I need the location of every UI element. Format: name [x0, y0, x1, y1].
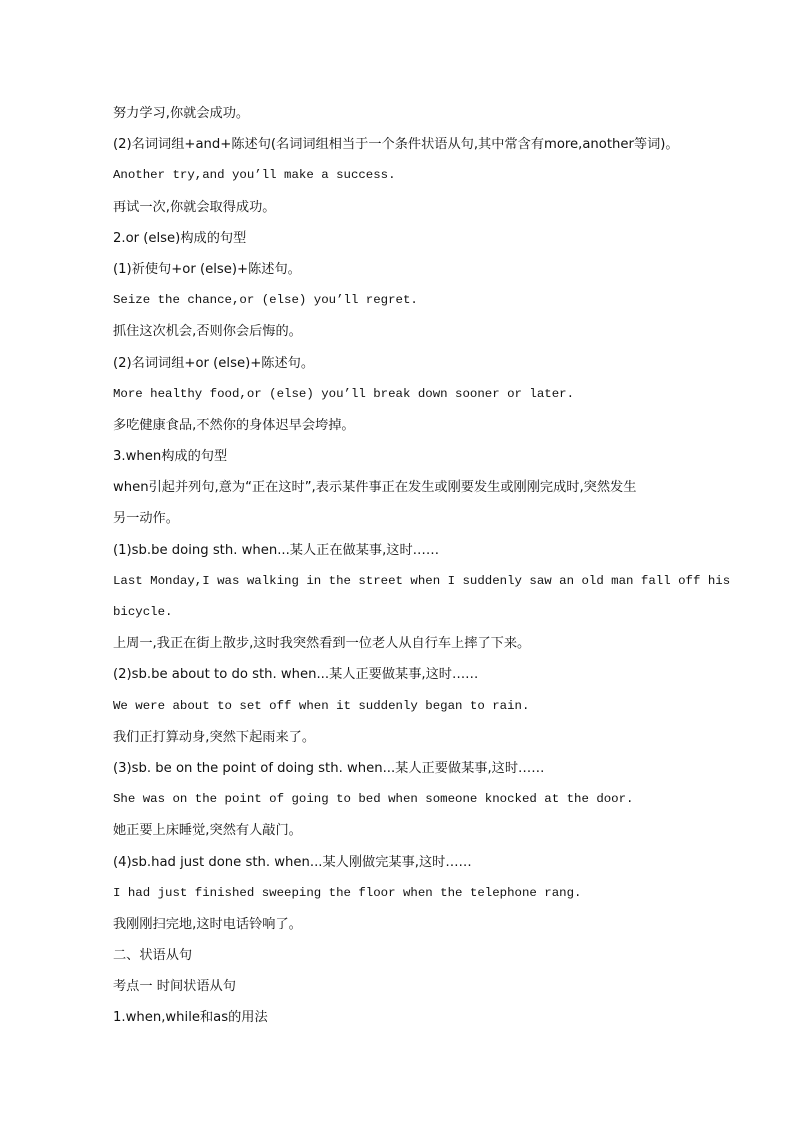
section-heading-adverbial-clauses: 二、状语从句 — [113, 948, 193, 964]
text-line-25: (4)sb.had just done sth. when...某人刚做完某事,这时…… — [113, 854, 472, 870]
text-line-21: 我们正打算动身,突然下起雨来了。 — [113, 729, 316, 745]
text-line-1: 努力学习,你就会成功。 — [113, 106, 250, 121]
section-heading-when: 3.when构成的句型 — [113, 449, 228, 465]
text-line-23: She was on the point of going to bed when someone knocked at the door. — [113, 792, 634, 807]
text-line-17: bicycle. — [113, 605, 173, 619]
text-line-7: Seize the chance,or (else) you’ll regret. — [113, 293, 418, 308]
text-line-14: 另一动作。 — [113, 511, 179, 527]
text-line-4: 再试一次,你就会取得成功。 — [113, 199, 276, 215]
exam-point-heading: 考点一 时间状语从句 — [113, 979, 236, 995]
text-line-3: Another try,and you’ll make a success. — [113, 168, 396, 183]
text-line-8: 抓住这次机会,否则你会后悔的。 — [113, 324, 302, 340]
text-line-16: Last Monday,I was walking in the street when I suddenly saw an old man fall off his — [113, 573, 731, 588]
text-line-13: when引起并列句,意为“正在这时”,表示某件事正在发生或刚要发生或刚刚完成时,突然发生 — [113, 480, 637, 496]
text-line-20: We were about to set off when it suddenly began to rain. — [113, 698, 530, 713]
subheading-when-while-as: 1.when,while和as的用法 — [113, 1010, 268, 1026]
text-line-2: (2)名词词组+and+陈述句(名词词组相当于一个条件状语从句,其中常含有more,another等词)。 — [113, 137, 679, 153]
text-line-19: (2)sb.be about to do sth. when...某人正要做某事,这时…… — [113, 667, 479, 683]
section-heading-or-else: 2.or (else)构成的句型 — [113, 230, 247, 246]
text-line-10: More healthy food,or (else) you’ll break down sooner or later. — [113, 386, 575, 401]
text-line-6: (1)祈使句+or (else)+陈述句。 — [113, 261, 301, 277]
text-line-11: 多吃健康食品,不然你的身体迟早会垮掉。 — [113, 417, 355, 433]
document-body — [113, 98, 731, 1034]
text-line-15: (1)sb.be doing sth. when...某人正在做某事,这时…… — [113, 542, 440, 558]
text-line-27: 我刚刚扫完地,这时电话铃响了。 — [113, 916, 302, 932]
text-line-26: I had just finished sweeping the floor when the telephone rang. — [113, 885, 582, 900]
text-line-22: (3)sb. be on the point of doing sth. when...某人正要做某事,这时…… — [113, 760, 545, 776]
text-line-24: 她正要上床睡觉,突然有人敲门。 — [113, 823, 302, 839]
text-line-9: (2)名词词组+or (else)+陈述句。 — [113, 355, 315, 371]
text-line-18: 上周一,我正在街上散步,这时我突然看到一位老人从自行车上摔了下来。 — [113, 636, 531, 652]
